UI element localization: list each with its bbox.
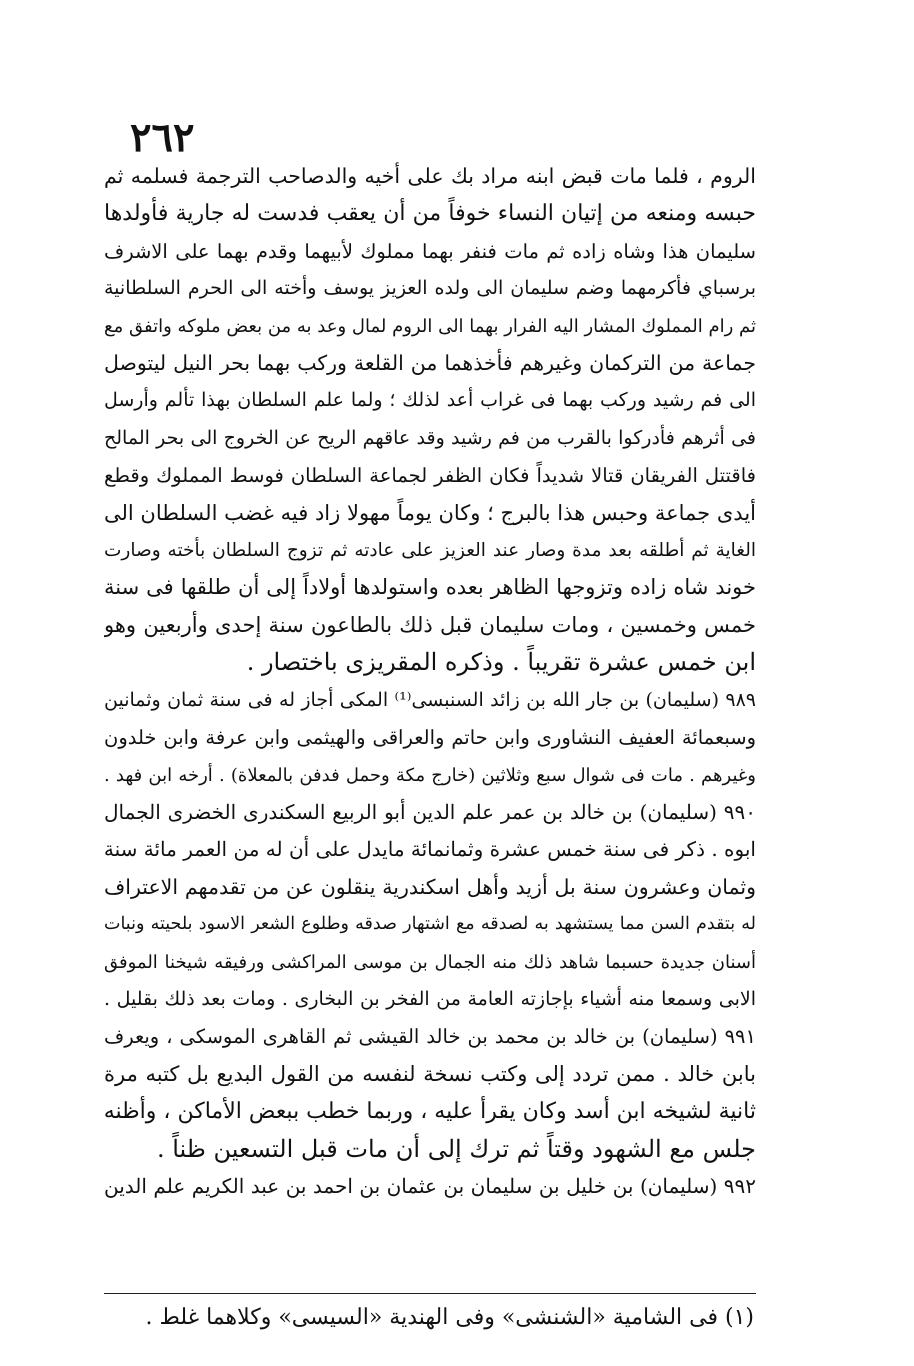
footnote-divider <box>104 1293 756 1294</box>
text-line: ابوه . ذكر فى سنة خمس عشرة وثمانمائة مايدل على أن له من العمر مائة سنة <box>104 837 756 862</box>
text-line: بابن خالد . ممن تردد إلى وكتب نسخة لنفسه من القول البديع بل كتبه مرة <box>104 1061 756 1086</box>
text-line: أسنان جديدة حسبما شاهد ذلك منه الجمال بن موسى المراكشى ورفيقه شيخنا الموفق <box>104 951 756 973</box>
text-line: ثانية لشيخه ابن أسد وكان يقرأ عليه ، وربما خطب ببعض الأماكن ، وأظنه <box>104 1099 756 1125</box>
text-line: وثمان وعشرون سنة بل أزيد وأهل اسكندرية ينقلون عن من تقدمهم الاعتراف <box>104 874 756 899</box>
text-line: حبسه ومنعه من إتيان النساء خوفاً من أن يعقب فدست له جارية فأولدها <box>104 201 756 227</box>
text-line: وغيرهم . مات فى شوال سبع وثلاثين (خارج مكة وحمل فدفن بالمعلاة) . أرخه ابن فهد . <box>104 764 756 786</box>
text-line: الغاية ثم أطلقه بعد مدة وصار عند العزيز على عادته ثم تزوج السلطان بأخته وصارت <box>104 540 756 562</box>
text-line: ثم رام المملوك المشار اليه الفرار بهما الى الروم لمال وعد به من بعض ملوكه واتفق مع <box>104 315 756 337</box>
text-line: له بتقدم السن مما يستشهد به لصدقه مع اشتهار صدقه وطلوع الشعر الاسود بلحيته ونبات <box>104 914 756 935</box>
text-line: وسبعمائة العفيف النشاورى وابن حاتم والعراقى والهيثمى وابن عرفة وابن خلدون <box>104 726 756 750</box>
entry-991-line: ٩٩١ (سليمان) بن خالد بن محمد بن خالد القيشى ثم القاهرى الموسكى ، ويعرف <box>104 1025 756 1049</box>
text-line: سليمان هذا وشاه زاده ثم مات فنفر بهما مملوك لأبيهما وقدم بهما على الاشرف <box>104 239 756 263</box>
text-line: جماعة من التركمان وغيرهم فأخذهما من القلعة وركب بهما بحر النيل ليتوصل <box>104 351 756 376</box>
text-line: خمس وخمسين ، ومات سليمان قبل ذلك بالطاعون سنة إحدى وأربعين وهو <box>104 612 756 637</box>
text-line: الابى وسمعا منه أشياء بإجازته العامة من الفخر بن البخارى . ومات بعد ذلك بقليل . <box>104 987 756 1010</box>
text-line: أيدى جماعة وحبس هذا بالبرج ؛ وكان يوماً مهولا زاد فيه غضب السلطان الى <box>104 500 756 525</box>
text-line: جلس مع الشهود وقتاً ثم ترك إلى أن مات قبل التسعين ظناً . <box>156 1134 756 1163</box>
text-line: برسباي فأكرمهما وضم سليمان الى ولده العزيز يوسف وأخته الى الحرم السلطانية <box>104 277 756 300</box>
text-line: الروم ، فلما مات قبض ابنه مراد بك على أخيه والدصاحب الترجمة فسلمه ثم <box>104 164 756 188</box>
text-line: فاقتتل الفريقان قتالا شديداً فكان الظفر لجماعة السلطان فوسط المملوك وقطع <box>104 464 756 488</box>
text-line: ابن خمس عشرة تقريباً . وذكره المقريزى باختصار . <box>246 648 756 677</box>
entry-990-line: ٩٩٠ (سليمان) بن خالد بن عمر علم الدين أبو الربيع السكندرى الخضرى الجمال <box>104 799 756 824</box>
entry-992-line: ٩٩٢ (سليمان) بن خليل بن سليمان بن عثمان بن احمد بن عبد الكريم علم الدين <box>104 1173 756 1198</box>
footnote: (١) فى الشامية «الشنشى» وفى الهندية «السيسى» وكلاهما غلط . <box>145 1305 754 1330</box>
text-line: خوند شاه زاده وتزوجها الظاهر بعده واستولدها أولاداً إلى أن طلقها فى سنة <box>104 575 756 600</box>
text-line: الى فم رشيد وركب بهما فى غراب أعد لذلك ؛ ولما علم السلطان بهذا تألم وأرسل <box>104 389 756 412</box>
entry-989-line: ٩٨٩ (سليمان) بن جار الله بن زائد السنبسى⁽¹⁾ المكى أجاز له فى سنة ثمان وثمانين <box>104 688 756 711</box>
body-text <box>104 158 756 1205</box>
page-number: ٢٦٢ <box>130 114 195 161</box>
text-line: فى أثرهم فأدركوا بالقرب من فم رشيد وقد عاقهم الريح عن الخروج الى بحر المالح <box>104 426 756 449</box>
